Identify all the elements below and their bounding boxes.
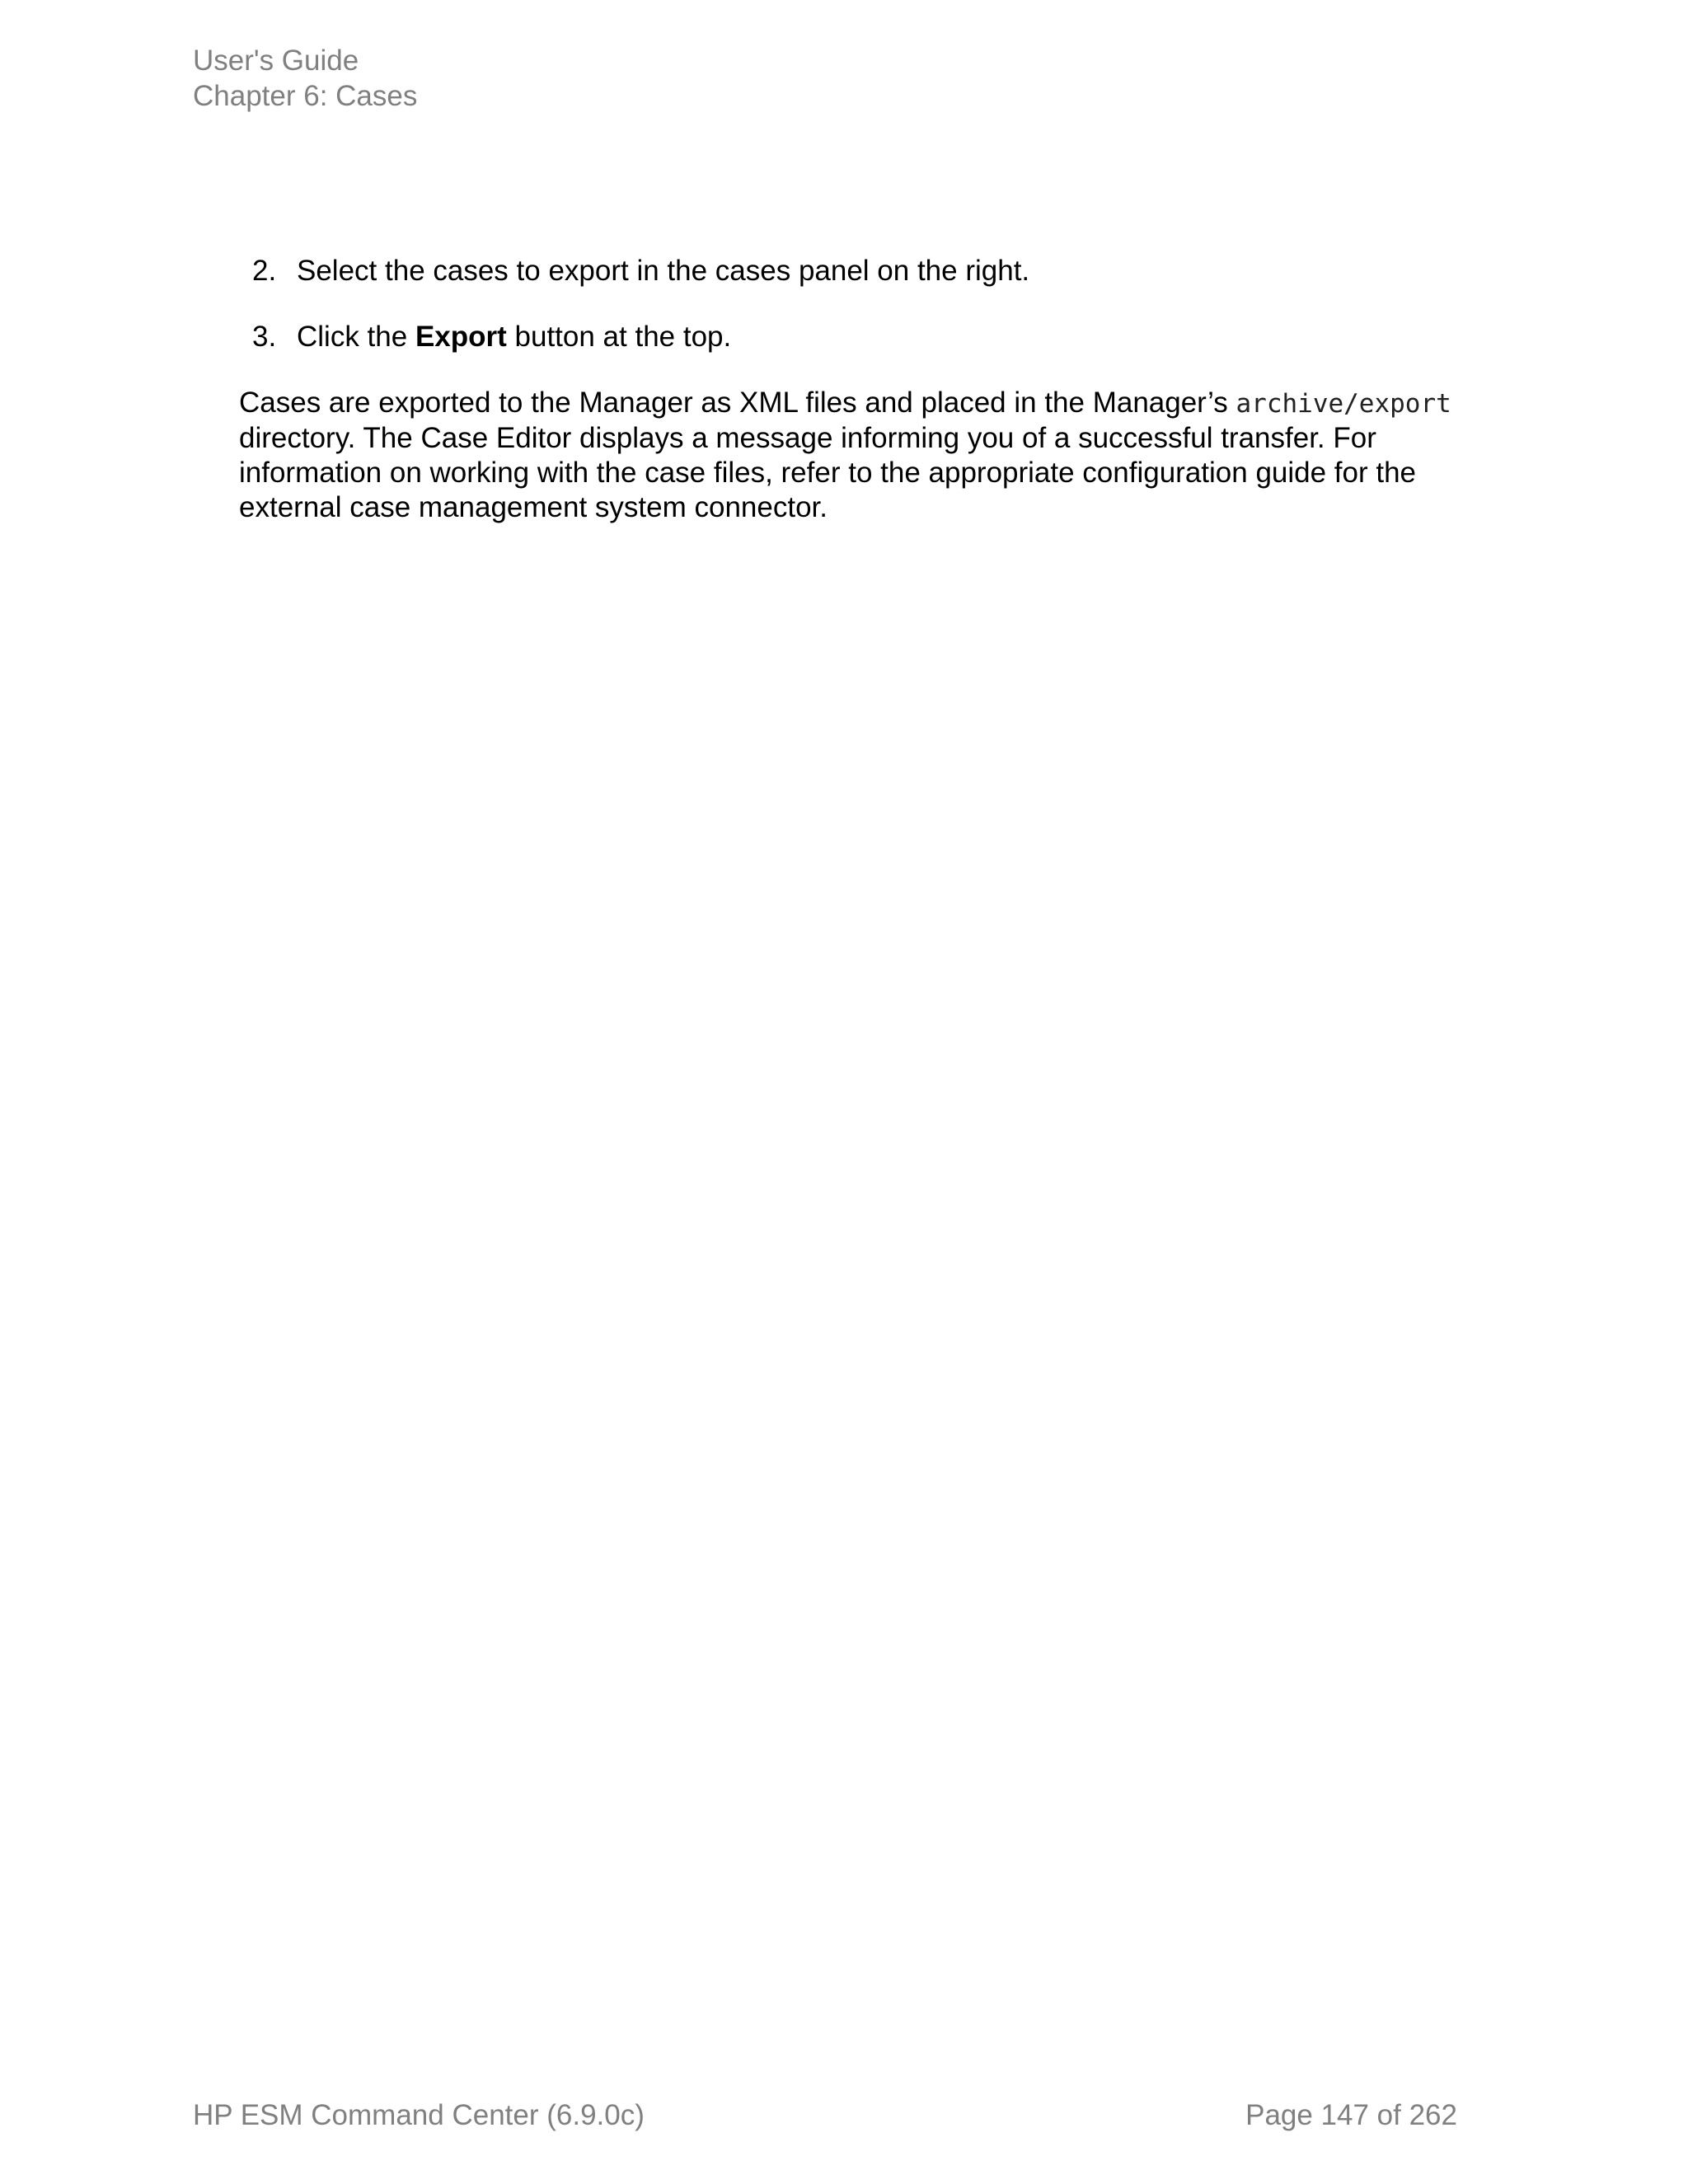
chapter-title: Chapter 6: Cases bbox=[193, 80, 418, 112]
step-text: Select the cases to export in the cases panel on the right. bbox=[297, 255, 1030, 287]
page-content bbox=[239, 254, 1459, 554]
archive-export-path: archive/export bbox=[1236, 389, 1451, 419]
paragraph-text-before: Cases are exported to the Manager as XML files and placed in the Manager’s bbox=[239, 387, 1236, 419]
step-item bbox=[239, 320, 1459, 354]
step-text-before: Click the bbox=[297, 321, 415, 353]
page-number: Page 147 of 262 bbox=[1245, 2099, 1457, 2131]
step-text-after: button at the top. bbox=[506, 321, 732, 353]
body-paragraph bbox=[239, 386, 1459, 525]
export-button-label: Export bbox=[415, 321, 507, 353]
step-number: 2. bbox=[252, 255, 277, 287]
paragraph-text-after: directory. The Case Editor displays a message informing you of a successful transfer. For information on working with the case files, refer to the appropriate configuration guide for the external case management system connector. bbox=[239, 422, 1417, 523]
product-name: HP ESM Command Center (6.9.0c) bbox=[193, 2099, 645, 2131]
step-number: 3. bbox=[252, 321, 277, 353]
running-header bbox=[193, 43, 417, 114]
guide-title: User's Guide bbox=[193, 45, 359, 77]
step-item bbox=[239, 254, 1459, 288]
